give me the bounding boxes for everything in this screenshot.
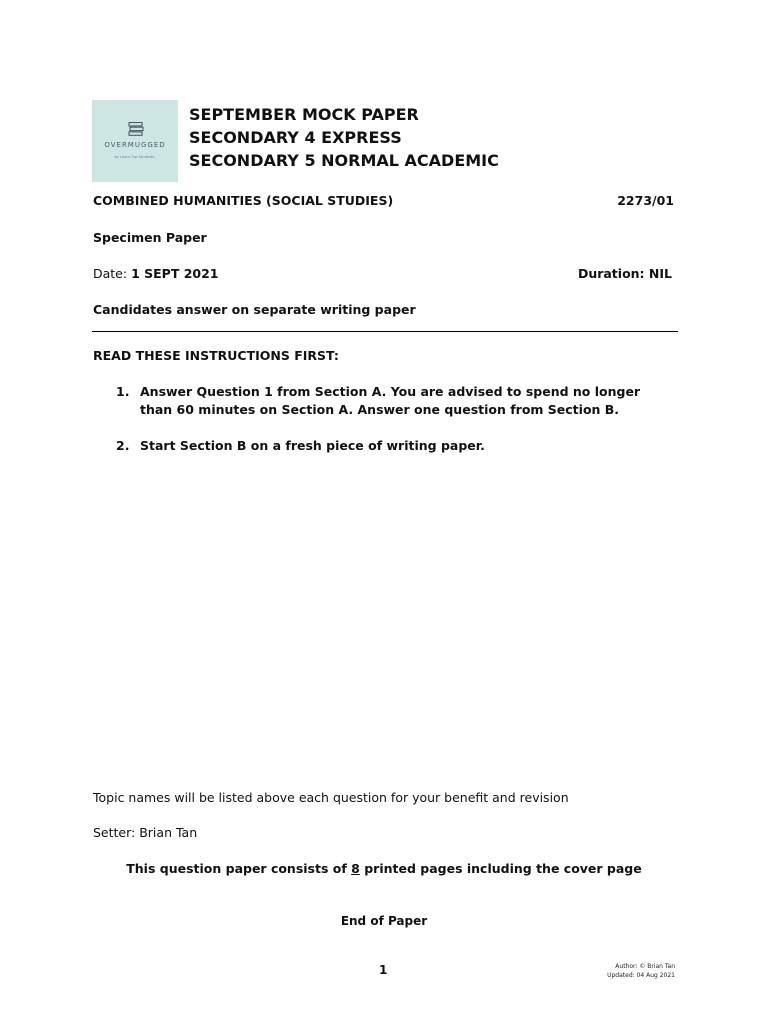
page-count: 8	[351, 861, 360, 876]
divider	[92, 331, 678, 332]
overmugged-logo	[92, 100, 178, 182]
instructions-heading: READ THESE INSTRUCTIONS FIRST:	[93, 348, 339, 363]
instruction-text: Answer Question 1 from Section A. You are advised to spend no longer than 60 minutes on Section A. Answer one question from Section B.	[140, 384, 641, 417]
logo-name: OVERMUGGED	[104, 141, 166, 149]
exam-title: SEPTEMBER MOCK PAPER	[189, 105, 419, 124]
instruction-item	[116, 383, 676, 419]
pages-suffix: printed pages including the cover page	[364, 861, 642, 876]
pages-statement	[0, 861, 768, 876]
date-value: 1 SEPT 2021	[131, 266, 219, 281]
updated-date: Updated: 04 Aug 2021	[607, 972, 675, 979]
page-number: 1	[379, 963, 388, 977]
topics-note: Topic names will be listed above each question for your benefit and revision	[93, 790, 569, 805]
paper-type: Specimen Paper	[93, 230, 207, 245]
instruction-number: 2.	[116, 438, 130, 453]
footer-author	[560, 962, 675, 980]
instruction-text: Start Section B on a fresh piece of writing paper.	[140, 438, 485, 453]
instruction-item	[116, 437, 676, 455]
subject-title: COMBINED HUMANITIES (SOCIAL STUDIES)	[93, 193, 394, 208]
exam-level-1: SECONDARY 4 EXPRESS	[189, 128, 402, 147]
author-credit: Author: © Brian Tan	[615, 963, 675, 970]
candidates-note: Candidates answer on separate writing paper	[93, 302, 416, 317]
instruction-number: 1.	[116, 384, 130, 399]
pages-prefix: This question paper consists of	[126, 861, 347, 876]
instructions-list	[116, 383, 676, 473]
date-label: Date:	[93, 266, 128, 281]
logo-tagline: by Learn. For Students.	[114, 155, 156, 159]
book-stack-icon	[128, 122, 144, 136]
end-of-paper: End of Paper	[340, 914, 428, 928]
setter: Setter: Brian Tan	[93, 825, 198, 840]
date-line	[93, 266, 219, 281]
paper-code: 2273/01	[617, 193, 674, 208]
duration: Duration: NIL	[577, 266, 672, 281]
exam-level-2: SECONDARY 5 NORMAL ACADEMIC	[189, 151, 499, 170]
